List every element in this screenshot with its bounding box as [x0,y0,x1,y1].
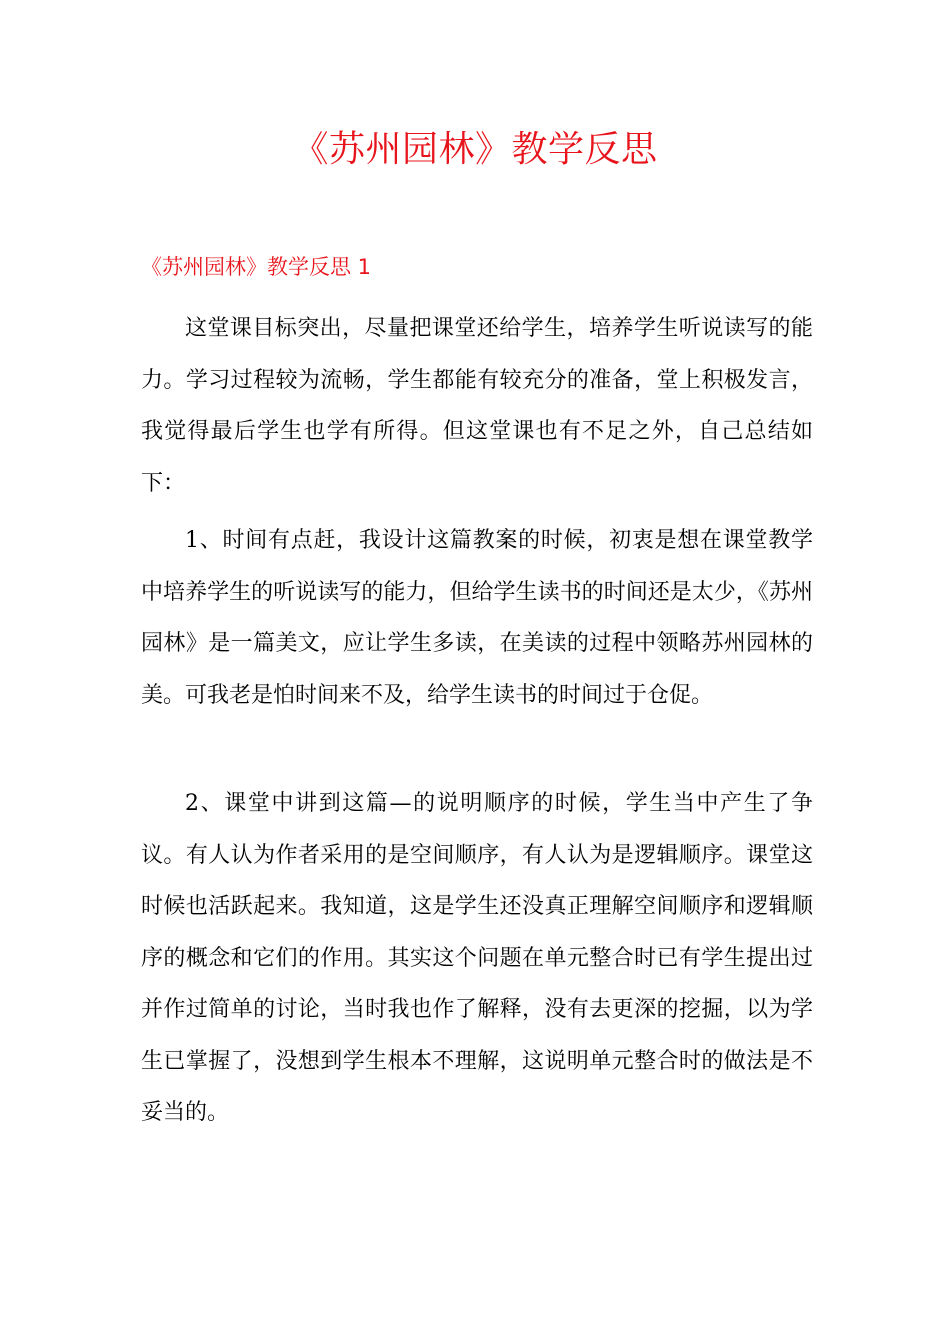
paragraph-point-1: 1、时间有点赶，我设计这篇教案的时候，初衷是想在课堂教学中培养学生的听说读写的能力，但给学生读书的时间还是太少，《苏州园林》是一篇美文，应让学生多读，在美读的过程中领略苏州园林的美。可我老是怕时间来不及，给学生读书的时间过于仓促。 [141,528,813,708]
paragraph-intro: 这堂课目标突出，尽量把课堂还给学生，培养学生听说读写的能力。学习过程较为流畅，学生都能有较充分的准备，堂上积极发言，我觉得最后学生也学有所得。但这堂课也有不足之外，自己总结如下： [141,316,813,496]
document-title: 《苏州园林》教学反思 [292,129,658,170]
section-heading: 《苏州园林》教学反思 1 [141,255,372,279]
paragraph-point-2: 2、课堂中讲到这篇—的说明顺序的时候，学生当中产生了争议。有人认为作者采用的是空间顺序，有人认为是逻辑顺序。课堂这时候也活跃起来。我知道，这是学生还没真正理解空间顺序和逻辑顺序的概念和它们的作用。其实这个问题在单元整合时已有学生提出过并作过简单的讨论，当时我也作了解释，没有去更深的挖掘，以为学生已掌握了，没想到学生根本不理解，这说明单元整合时的做法是不妥当的。 [141,791,813,1125]
